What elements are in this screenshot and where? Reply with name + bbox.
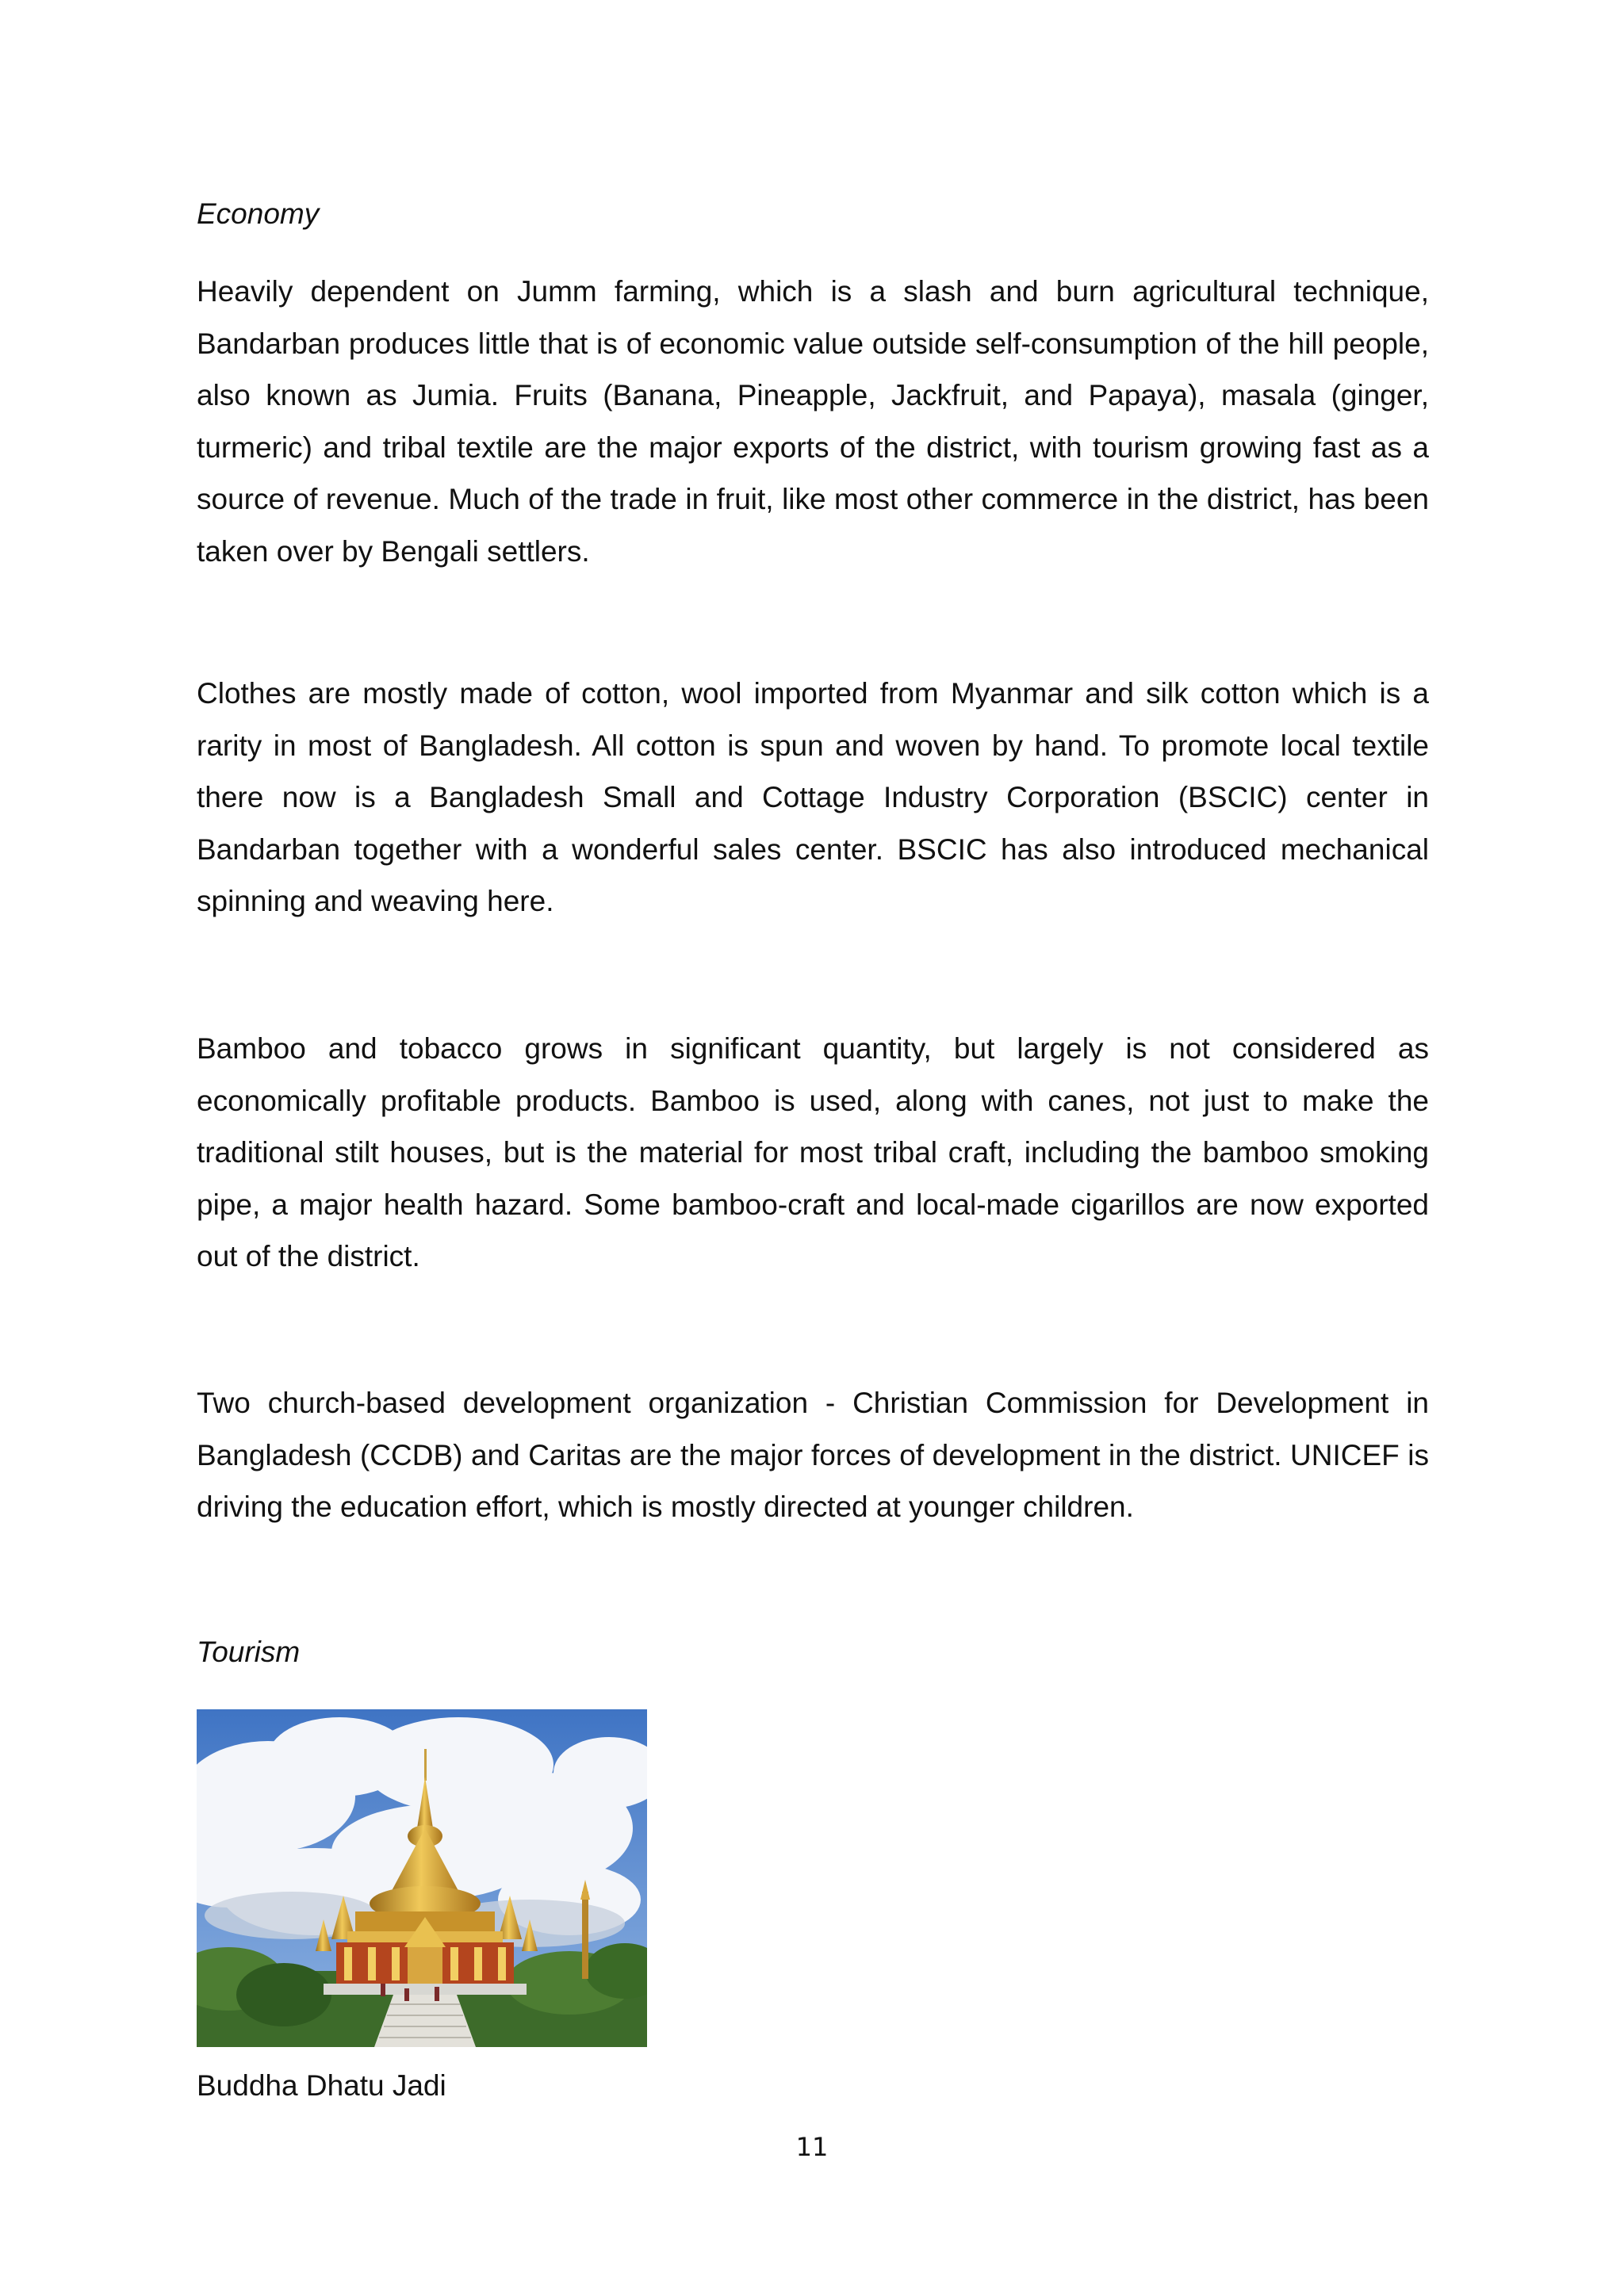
- economy-paragraph-1: Heavily dependent on Jumm farming, which is a slash and burn agricultural technique, Bandarban produces little that is of economic value outside self-consumption of the hill people, also known as Jumia. Fruits (Banana, Pineapple, Jackfruit, and Papaya), masala (ginger, turmeric) and tribal textile are the major exports of the district, with tourism growing fast as a source of revenue. Much of the trade in fruit, like most other commerce in the district, has been taken over by Bengali settlers.: [197, 275, 1429, 568]
- economy-paragraph-2: Clothes are mostly made of cotton, wool imported from Myanmar and silk cotton which is a rarity in most of Bangladesh. All cotton is spun and woven by hand. To promote local textile there now is a Bangladesh Small and Cottage Industry Corporation (BSCIC) center in Bandarban together with a wonderful sales center. BSCIC has also introduced mechanical spinning and weaving here.: [197, 677, 1429, 917]
- pagoda-illustration: [197, 1709, 647, 2047]
- economy-paragraph-3: Bamboo and tobacco grows in significant quantity, but largely is not considered as economically profitable products. Bamboo is used, along with canes, not just to make the traditional stilt houses, but is the material for most tribal craft, including the bamboo smoking pipe, a major health hazard. Some bamboo-craft and local-made cigarillos are now exported out of the district.: [197, 1032, 1429, 1272]
- section-heading-economy: Economy: [197, 197, 320, 230]
- page-number: 11: [795, 2132, 829, 2162]
- photo-caption: Buddha Dhatu Jadi: [197, 2069, 446, 2102]
- pagoda-photo: [197, 1709, 647, 2047]
- section-heading-tourism: Tourism: [197, 1636, 301, 1668]
- economy-paragraph-4: Two church-based development organization - Christian Commission for Development in Bangladesh (CCDB) and Caritas are the major forces of development in the district. UNICEF is driving the education effort, which is mostly directed at younger children.: [197, 1387, 1429, 1523]
